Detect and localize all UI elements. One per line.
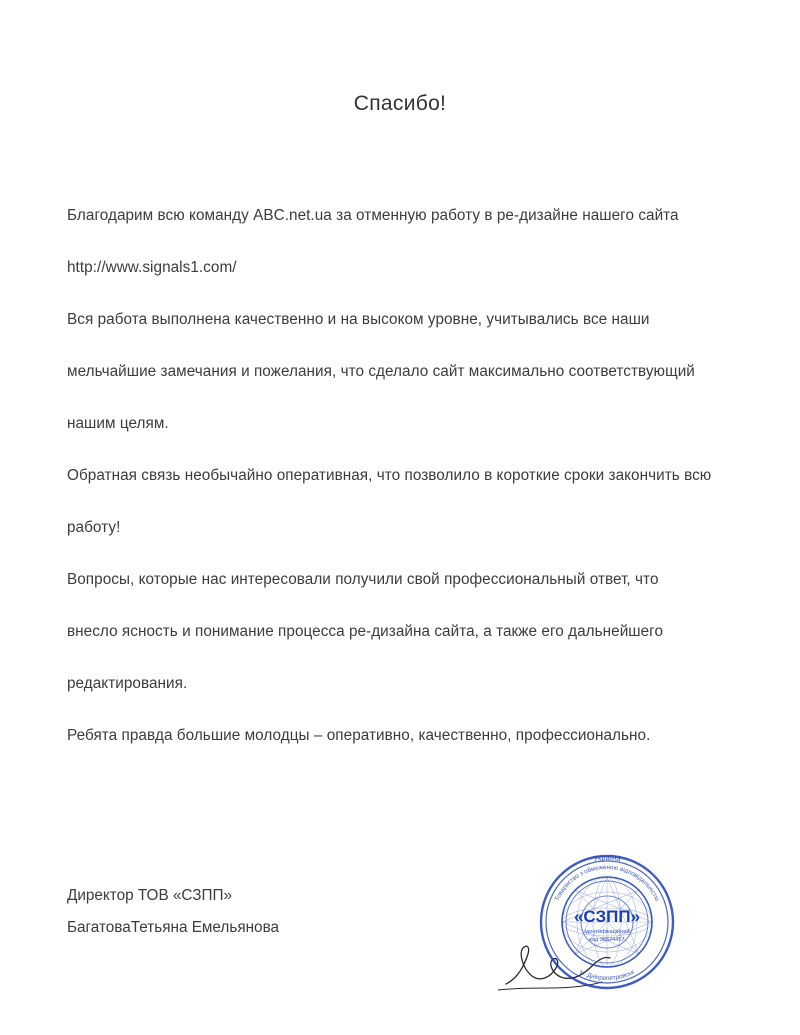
paragraph: Вопросы, которые нас интересовали получили свой профессиональный ответ, что внесло ясность и понимание процесса ре-дизайна сайта, а также его дальнейшего редактирования. [67,571,668,692]
signature-block [67,880,497,944]
svg-text:м. Дніпропетровськ: м. Дніпропетровськ [578,968,636,983]
svg-text:Ідентифікаційний: Ідентифікаційний [584,929,630,935]
svg-text:«СЗПП»: «СЗПП» [573,907,641,926]
paragraph: Вся работа выполнена качественно и на высоком уровне, учитывались все наши мельчайшие замечания и пожелания, что сделало сайт максимально соответствующий нашим целям. [67,311,700,432]
document-body [67,190,716,762]
paragraph: Обратная связь необычайно оперативная, что позволило в короткие сроки закончить всю работу! [67,467,716,536]
svg-text:код 38824457: код 38824457 [589,937,625,943]
page-title: Спасибо! [353,92,447,115]
paragraph: Ребята правда большие молодцы – оперативно, качественно, профессионально. [67,727,651,744]
svg-text:Товариство з обмеженою відпові: Товариство з обмеженою відповідальністю [553,863,661,903]
paragraph: Благодарим всю команду ABC.net.ua за отменную работу в ре-дизайне нашего сайта http://www.signals1.com/ [67,207,683,276]
signer-name: БагатоваТетьяна Емельянова [67,919,280,936]
signer-position: Директор ТОВ «СЗПП» [67,887,233,904]
svg-text:Україна: Україна [592,852,622,864]
official-stamp [523,838,691,1006]
